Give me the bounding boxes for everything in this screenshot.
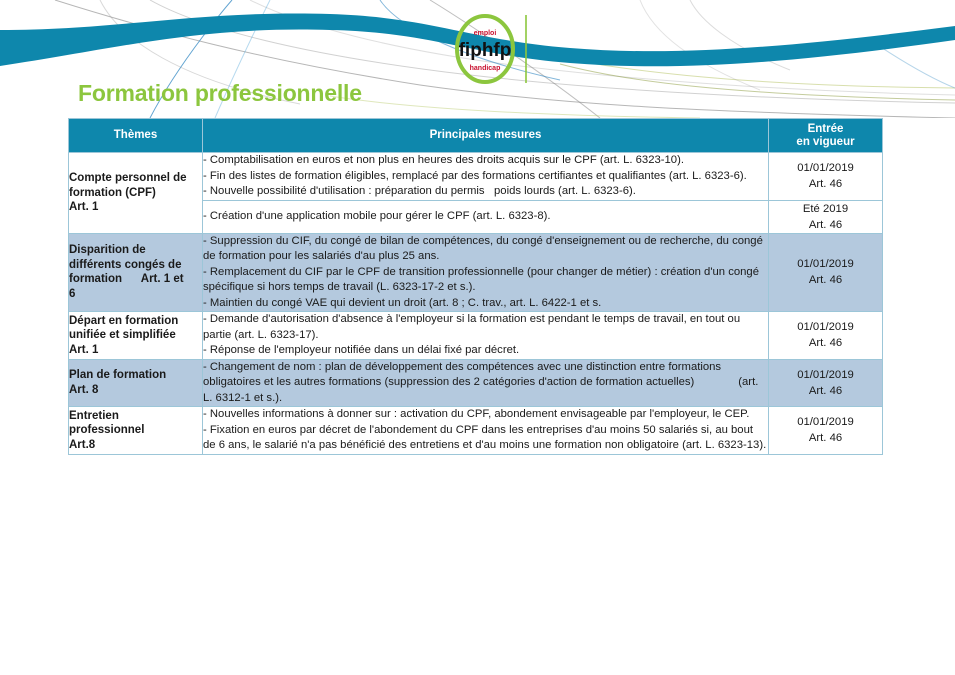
row-measures-depart: [203, 312, 769, 360]
theme-line: Art.8: [69, 438, 96, 451]
theme-line: Art. 1: [69, 201, 99, 213]
measure-line: - Comptabilisation en euros et non plus en heures des droits acquis sur le CPF (art. L. 6323-10).: [203, 154, 684, 166]
row-measures-plan: [203, 359, 769, 407]
theme-line: 6: [69, 287, 76, 300]
theme-line: Départ en formation: [69, 314, 179, 327]
measure-line: - Création d'une application mobile pour gérer le CPF (art. L. 6323-8).: [203, 209, 551, 222]
row-entree-entretien: [769, 407, 883, 455]
row-measures-cpf-a: [203, 153, 769, 201]
entree-line: 01/01/2019: [797, 368, 854, 381]
measure-line: - Fixation en euros par décret de l'abondement du CPF dans les entreprises d'au moins 50 salariés si, au bout de 6 ans, le salarié n'a pas bénéficié des entretiens et d'au moins une formation non obligatoire (art. L. 6323-13).: [203, 423, 767, 451]
row-theme-disparition: [69, 233, 203, 312]
entree-line: Art. 46: [808, 432, 843, 445]
col-header-themes: Thèmes: [69, 119, 203, 153]
theme-line: Art. 8: [69, 383, 99, 396]
theme-line: formation (CPF): [69, 186, 156, 199]
svg-text:emploi: emploi: [473, 30, 497, 37]
col-header-mesures: Principales mesures: [203, 119, 769, 153]
entree-line: Art. 46: [808, 218, 843, 231]
theme-line: unifiée et simplifiée: [69, 329, 176, 341]
entree-line: Art. 46: [808, 274, 843, 287]
theme-line: Compte personnel de: [69, 172, 187, 184]
entree-line: Art. 46: [808, 337, 843, 350]
row-entree-cpf-a: [769, 153, 883, 201]
row-measures-cpf-b: [203, 200, 769, 233]
measure-line: - Suppression du CIF, du congé de bilan de compétences, du congé d'enseignement ou de recherche, du congé de formation pour les salariés d'au plus 25 ans.: [203, 234, 766, 262]
table-row: [69, 233, 883, 312]
row-theme-entretien: [69, 407, 203, 455]
row-theme-depart: [69, 312, 203, 360]
entree-line: Eté 2019: [802, 202, 849, 215]
entree-line: 01/01/2019: [797, 416, 854, 429]
theme-line: Entretien: [69, 409, 119, 422]
row-theme-cpf: [69, 153, 203, 234]
row-entree-disparition: [769, 233, 883, 312]
formation-table: [68, 118, 883, 455]
measure-line: - Maintien du congé VAE qui devient un droit (art. 8 ; C. trav., art. L. 6422-1 et s.: [203, 296, 602, 309]
theme-line: professionnel: [69, 424, 145, 436]
fiphfp-logo: [447, 13, 542, 85]
page-title: Formation professionnelle: [78, 80, 362, 106]
table-row: [69, 312, 883, 360]
row-theme-plan: [69, 359, 203, 407]
col-header-entree: [769, 119, 883, 153]
measure-line: - Demande d'autorisation d'absence à l'employeur si la formation est pendant le temps de travail, en tout ou partie (art. L. 6323-17).: [203, 313, 744, 341]
measure-line: - Changement de nom : plan de développement des compétences avec une distinction entre formations obligatoires et les autres formations (suppression des 2 catégories d'action de formation actuelles) (art. L. 6312-1 et s.).: [203, 360, 762, 404]
row-measures-entretien: [203, 407, 769, 455]
col-header-entree-line2: en vigueur: [796, 135, 855, 148]
entree-line: Art. 46: [808, 384, 843, 397]
table-row: [69, 407, 883, 455]
col-header-entree-line1: Entrée: [807, 122, 844, 135]
theme-line: Disparition de: [69, 244, 146, 257]
row-entree-plan: [769, 359, 883, 407]
measure-line: - Nouvelles informations à donner sur : activation du CPF, abondement envisageable par l'employeur, le CEP.: [203, 408, 750, 420]
table-row: [69, 359, 883, 407]
entree-line: 01/01/2019: [797, 258, 854, 271]
measure-line: - Nouvelle possibilité d'utilisation : préparation du permis poids lourds (art. L. 6323-6).: [203, 185, 636, 197]
measure-line: - Réponse de l'employeur notifiée dans un délai fixé par décret.: [203, 344, 520, 356]
row-entree-cpf-b: [769, 200, 883, 233]
table-row: [69, 153, 883, 201]
row-measures-disparition: [203, 233, 769, 312]
svg-text:handicap: handicap: [469, 65, 501, 72]
row-entree-depart: [769, 312, 883, 360]
svg-text:fiphfp: fiphfp: [458, 40, 512, 61]
table-header-row: [69, 119, 883, 153]
theme-line: formation Art. 1 et: [69, 273, 184, 286]
entree-line: Art. 46: [808, 178, 843, 191]
measure-line: - Fin des listes de formation éligibles, remplacé par des formations certifiantes et qualifiantes (art. L. 6323-6).: [203, 169, 747, 182]
entree-line: 01/01/2019: [797, 162, 854, 175]
measure-line: - Remplacement du CIF par le CPF de transition professionnelle (pour changer de métier) : création d'un congé spécifique si hors temps de travail (L. 6323-17-2 et s.).: [203, 265, 763, 293]
theme-line: Plan de formation: [69, 369, 167, 382]
formation-table-container: [68, 118, 882, 455]
entree-line: 01/01/2019: [797, 321, 854, 334]
theme-line: différents congés de: [69, 258, 182, 271]
theme-line: Art. 1: [69, 343, 99, 356]
